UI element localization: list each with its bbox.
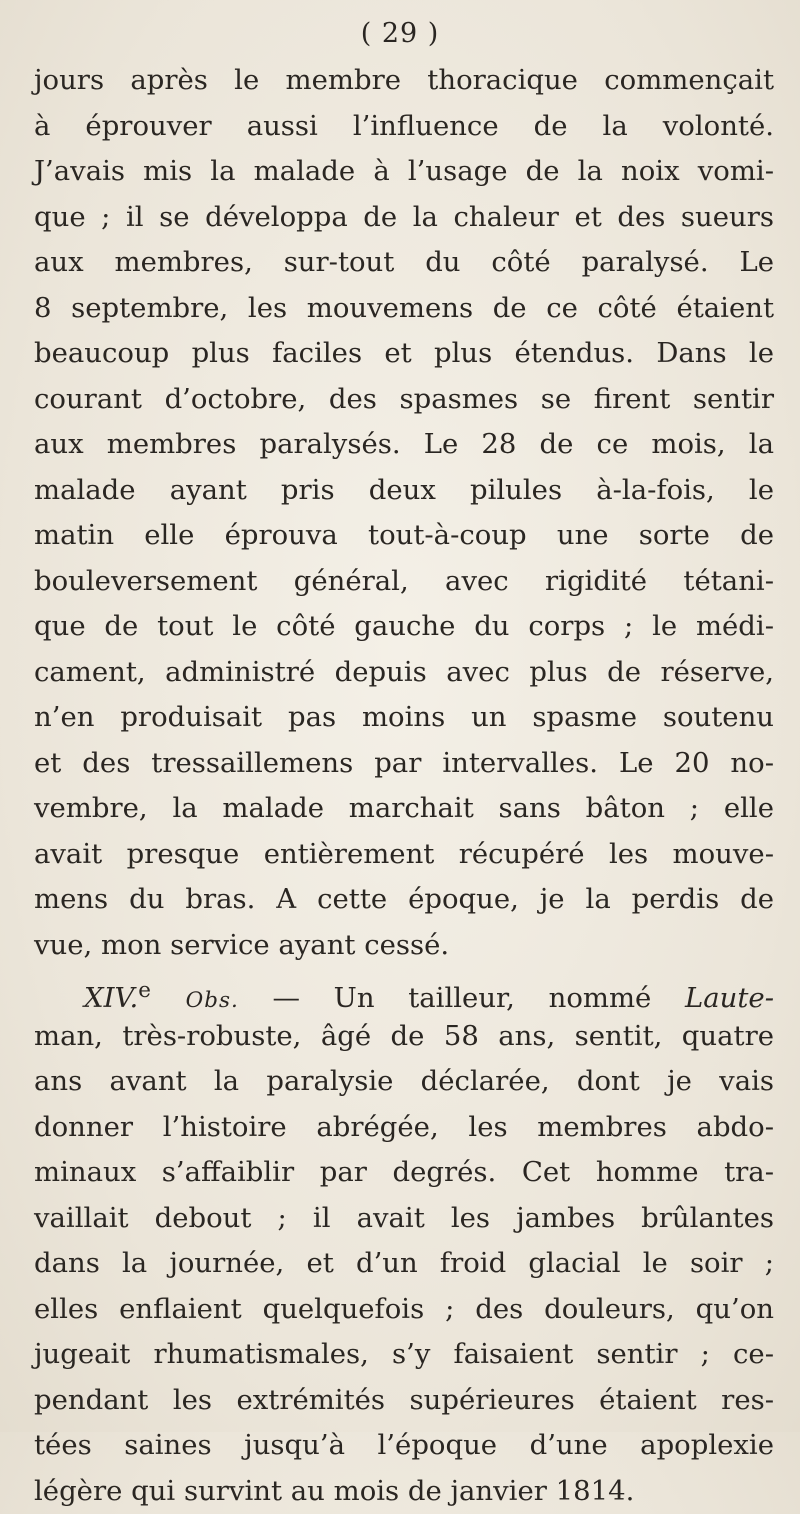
text-line: 8 septembre, les mouvemens de ce côté étaient xyxy=(34,286,774,332)
text-line: aux membres paralysés. Le 28 de ce mois, la xyxy=(34,422,774,468)
paragraph-2 xyxy=(34,968,774,1514)
text-line: ans avant la paralysie déclarée, dont je vais xyxy=(34,1059,774,1105)
text-line: man, très-robuste, âgé de 58 ans, sentit, quatre xyxy=(34,1014,774,1060)
text-line: pendant les extrémités supérieures étaient res- xyxy=(34,1378,774,1424)
text-line: que ; il se développa de la chaleur et des sueurs xyxy=(34,195,774,241)
paragraph-1 xyxy=(34,58,774,968)
text-line: à éprouver aussi l’influence de la volonté. xyxy=(34,104,774,150)
text-line: avait presque entièrement récupéré les mouve- xyxy=(34,832,774,878)
observation-heading-line xyxy=(34,968,774,1014)
observation-number: XIV. xyxy=(84,982,138,1014)
body-text xyxy=(34,58,774,1514)
text-line: J’avais mis la malade à l’usage de la noix vomi- xyxy=(34,149,774,195)
text-line: minaux s’affaiblir par degrés. Cet homme tra- xyxy=(34,1150,774,1196)
text-line: jugeait rhumatismales, s’y faisaient sentir ; ce- xyxy=(34,1332,774,1378)
observation-superscript: e xyxy=(138,978,152,1003)
text-line: matin elle éprouva tout-à-coup une sorte de xyxy=(34,513,774,559)
text-line: bouleversement général, avec rigidité tétani- xyxy=(34,559,774,605)
text-line: que de tout le côté gauche du corps ; le médi- xyxy=(34,604,774,650)
text-line: donner l’histoire abrégée, les membres abdo- xyxy=(34,1105,774,1151)
observation-label: Obs. xyxy=(186,988,239,1013)
text-line: aux membres, sur-tout du côté paralysé. Le xyxy=(34,240,774,286)
text-line: malade ayant pris deux pilules à-la-fois, le xyxy=(34,468,774,514)
text-line: légère qui survint au mois de janvier 1814. xyxy=(34,1469,774,1514)
text-line: et des tressaillemens par intervalles. Le 20 no- xyxy=(34,741,774,787)
text-line: tées saines jusqu’à l’époque d’une apoplexie xyxy=(34,1423,774,1469)
patient-name: Laute- xyxy=(685,982,774,1014)
text-line: vembre, la malade marchait sans bâton ; elle xyxy=(34,786,774,832)
observation-intro: — Un tailleur, nommé xyxy=(239,982,685,1014)
text-line: n’en produisait pas moins un spasme soutenu xyxy=(34,695,774,741)
text-line: elles enflaient quelquefois ; des douleurs, qu’on xyxy=(34,1287,774,1333)
page-number: ( 29 ) xyxy=(0,18,800,49)
text-line: mens du bras. A cette époque, je la perdis de xyxy=(34,877,774,923)
text-line: courant d’octobre, des spasmes se firent sentir xyxy=(34,377,774,423)
text-line: vaillait debout ; il avait les jambes brûlantes xyxy=(34,1196,774,1242)
text-line: beaucoup plus faciles et plus étendus. Dans le xyxy=(34,331,774,377)
text-line: jours après le membre thoracique commençait xyxy=(34,58,774,104)
text-line: cament, administré depuis avec plus de réserve, xyxy=(34,650,774,696)
text-line: vue, mon service ayant cessé. xyxy=(34,923,774,969)
text-line: dans la journée, et d’un froid glacial le soir ; xyxy=(34,1241,774,1287)
